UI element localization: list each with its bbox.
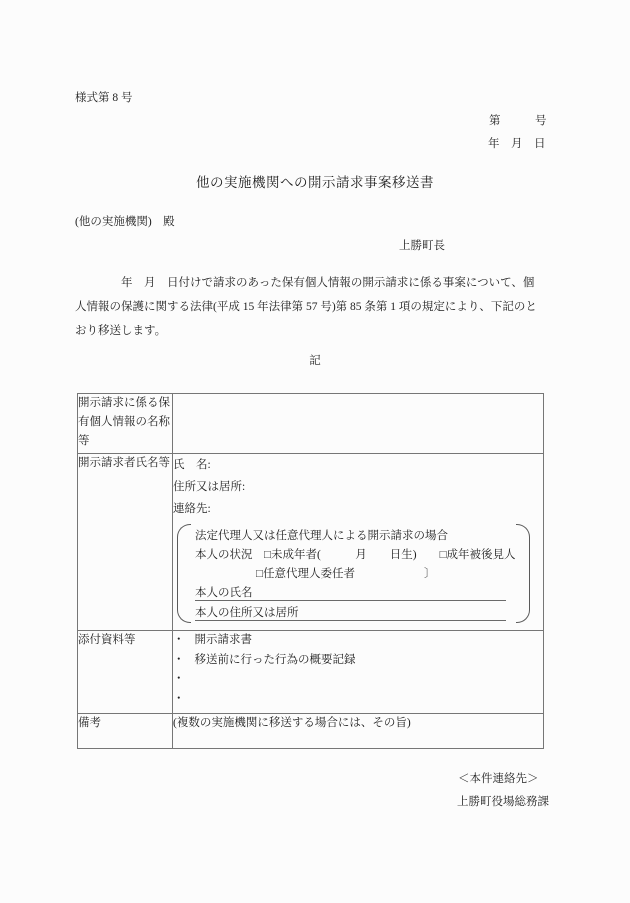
bullet-icon: ・: [173, 653, 185, 666]
row-value-remarks: (複数の実施機関に移送する場合には、その旨): [173, 714, 544, 749]
applicant-address-label: 住所又は居所:: [173, 481, 246, 493]
principal-status-line: 本人の状況 □未成年者( 月 日生) □成年被後見人: [195, 549, 516, 561]
addressee-line: (他の実施機関) 殿: [75, 216, 175, 228]
row-value-held-info-name: [173, 394, 544, 454]
body-paragraph-line: 年 月 日付けで請求のあった保有個人情報の開示請求に係る事案について、個: [75, 277, 535, 289]
bullet-icon: ・: [173, 692, 185, 705]
applicant-contact-label: 連絡先:: [173, 503, 211, 515]
date-line: 年 月 日: [488, 138, 546, 150]
proxy-note-title: 法定代理人又は任意代理人による開示請求の場合: [195, 530, 448, 542]
contact-header: ＜本件連絡先＞: [458, 773, 539, 785]
attachment-item: [173, 690, 543, 710]
row-label-remarks: 備考: [78, 714, 173, 749]
record-marker: 記: [309, 355, 321, 367]
form-number: 様式第 8 号: [75, 92, 133, 104]
contact-name: 上勝町役場総務課: [457, 796, 549, 808]
attachment-item: [173, 651, 543, 671]
row-label-held-info-name: 開示請求に係る保有個人情報の名称等: [78, 394, 173, 454]
attachment-item-text: 開示請求書: [194, 634, 252, 646]
sender-line: 上勝町長: [399, 240, 445, 252]
document-number-line: 第 号: [489, 115, 547, 127]
row-value-attachments: [173, 631, 544, 714]
bullet-icon: ・: [173, 673, 185, 685]
big-close-paren: [516, 524, 530, 623]
attachment-item-text: 移送前に行った行為の概要記録: [194, 653, 356, 666]
voluntary-agent-line: □任意代理人委任者 〕: [256, 568, 436, 580]
table-row-info-name: [78, 394, 544, 454]
attachment-item: [173, 670, 543, 690]
body-paragraph: [75, 271, 560, 343]
attachment-item: [173, 631, 543, 651]
bullet-icon: ・: [173, 634, 185, 646]
row-label-attachments: 添付資料等: [78, 631, 173, 714]
principal-address-field: 本人の住所又は居所: [195, 601, 506, 621]
proxy-note-content: [191, 524, 516, 623]
row-value-applicant: [173, 454, 544, 631]
body-paragraph-line: おり移送します。: [75, 325, 167, 337]
row-label-applicant: 開示請求者氏名等: [78, 454, 173, 631]
applicant-name-label: 氏 名:: [173, 459, 211, 471]
table-row-remarks: [78, 714, 544, 749]
page-title: 他の実施機関への開示請求事案移送書: [196, 175, 434, 190]
table-row-attachments: [78, 631, 544, 714]
big-open-paren: [177, 524, 191, 623]
table-row-applicant: [78, 454, 544, 631]
principal-name-field: 本人の氏名: [195, 584, 506, 601]
body-paragraph-line: 人情報の保護に関する法律(平成 15 年法律第 57 号)第 85 条第 1 項の規定により、下記のと: [75, 301, 537, 313]
proxy-note-block: [177, 524, 530, 623]
form-table: [77, 393, 544, 749]
